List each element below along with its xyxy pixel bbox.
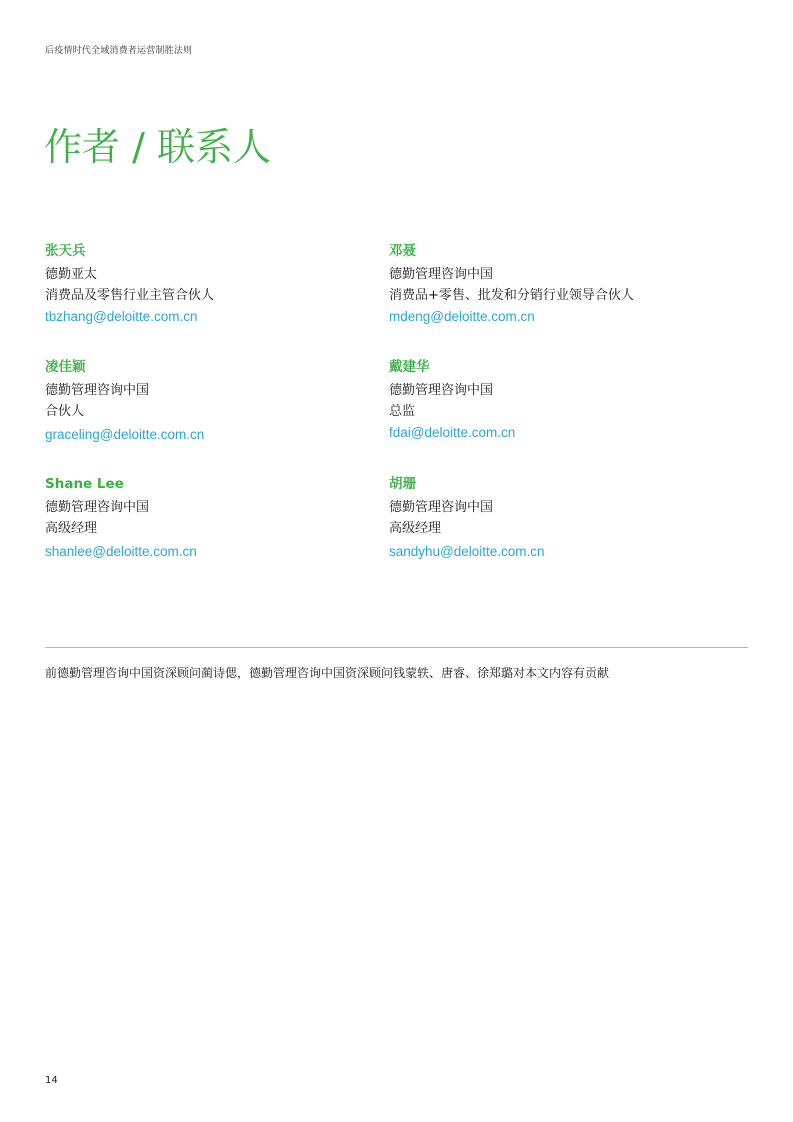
contact-organization: 德勤管理咨询中国 <box>389 383 494 398</box>
contact-name: 张天兵 <box>45 243 86 259</box>
contact-role: 高级经理 <box>45 521 98 536</box>
contact-email-link[interactable]: mdeng@deloitte.com.cn <box>389 309 535 324</box>
contact-organization: 德勤管理咨询中国 <box>45 383 150 398</box>
contact-card <box>45 241 375 327</box>
contact-role: 消费品+零售、批发和分销行业领导合伙人 <box>389 288 634 303</box>
contact-email-link[interactable]: sandyhu@deloitte.com.cn <box>389 544 545 559</box>
contact-role: 总监 <box>389 404 416 419</box>
running-header: 后疫情时代全域消费者运营制胜法则 <box>45 46 193 56</box>
contact-name: 胡珊 <box>389 476 416 492</box>
page-title: 作者 / 联系人 <box>44 125 271 169</box>
contact-email-link[interactable]: graceling@deloitte.com.cn <box>45 427 205 442</box>
contact-email-link[interactable]: tbzhang@deloitte.com.cn <box>45 309 198 324</box>
acknowledgement-text: 前德勤管理咨询中国资深顾问蔺诗偲，德勤管理咨询中国资深顾问钱蒙轶、唐睿、徐郑璐对本文内容有贡献 <box>45 666 610 680</box>
contact-name: 戴建华 <box>389 359 430 375</box>
contact-email-link[interactable]: shanlee@deloitte.com.cn <box>45 544 197 559</box>
contact-name: 凌佳颖 <box>45 359 86 375</box>
section-divider <box>45 647 748 648</box>
contact-card <box>45 474 375 562</box>
contact-name: Shane Lee <box>45 476 124 492</box>
contact-card <box>389 241 719 327</box>
contact-name: 邓聂 <box>389 243 416 259</box>
contact-organization: 德勤管理咨询中国 <box>389 267 494 282</box>
contact-role: 合伙人 <box>45 404 85 419</box>
contact-role: 消费品及零售行业主管合伙人 <box>45 288 215 303</box>
contact-card <box>389 474 719 562</box>
contact-organization: 德勤管理咨询中国 <box>389 500 494 515</box>
contact-role: 高级经理 <box>389 521 442 536</box>
page-number: 14 <box>45 1075 58 1086</box>
contact-organization: 德勤亚太 <box>45 267 98 282</box>
contact-card <box>389 357 719 443</box>
contact-card <box>45 357 375 445</box>
contact-organization: 德勤管理咨询中国 <box>45 500 150 515</box>
contact-email-link[interactable]: fdai@deloitte.com.cn <box>389 425 516 440</box>
